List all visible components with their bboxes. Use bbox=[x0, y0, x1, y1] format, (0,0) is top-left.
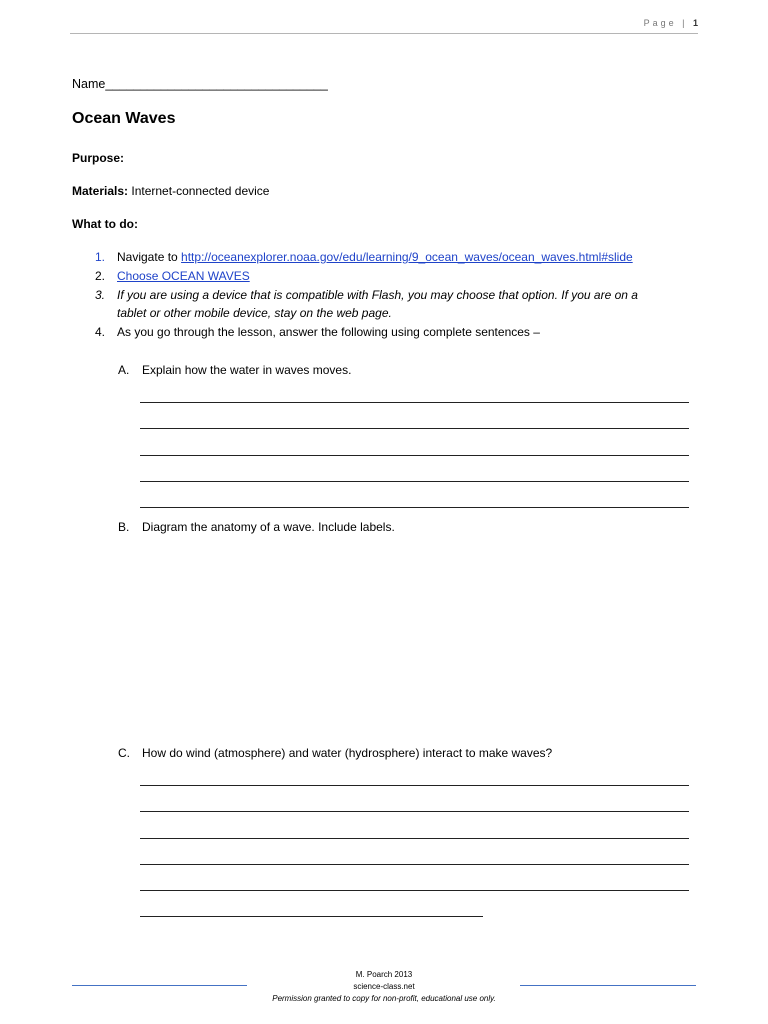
step-number: 2. bbox=[95, 269, 106, 283]
step-number: 3. bbox=[95, 288, 106, 302]
question-c: How do wind (atmosphere) and water (hydrosphere) interact to make waves? bbox=[142, 746, 553, 760]
page-title: Ocean Waves bbox=[72, 110, 176, 127]
answer-line[interactable] bbox=[140, 481, 689, 482]
page-header bbox=[644, 18, 698, 28]
what-to-do-label: What to do: bbox=[72, 217, 138, 231]
answer-line[interactable] bbox=[140, 402, 689, 403]
answer-line[interactable] bbox=[140, 838, 689, 839]
answer-line[interactable] bbox=[140, 890, 689, 891]
step-4: As you go through the lesson, answer the following using complete sentences – bbox=[117, 325, 540, 339]
step-number: 4. bbox=[95, 325, 106, 339]
materials-line bbox=[72, 184, 269, 198]
answer-line[interactable] bbox=[140, 864, 689, 865]
footer-site: science-class.net bbox=[353, 982, 415, 991]
purpose-label: Purpose: bbox=[72, 151, 125, 165]
footer-permission: Permission granted to copy for non-profit, educational use only. bbox=[272, 994, 496, 1003]
step-2 bbox=[117, 269, 250, 283]
page-number: 1 bbox=[692, 18, 698, 28]
name-field[interactable]: Name________________________________ bbox=[72, 77, 328, 91]
step-1-text: Navigate to bbox=[117, 250, 182, 264]
step-1 bbox=[117, 250, 633, 264]
question-letter: A. bbox=[118, 363, 130, 377]
question-a: Explain how the water in waves moves. bbox=[142, 363, 352, 377]
step-number: 1. bbox=[95, 250, 106, 264]
header-divider bbox=[70, 33, 698, 34]
question-letter: B. bbox=[118, 520, 130, 534]
noaa-link[interactable]: http://oceanexplorer.noaa.gov/edu/learning/9_ocean_waves/ocean_waves.html#slide bbox=[181, 250, 633, 264]
answer-line[interactable] bbox=[140, 428, 689, 429]
answer-line[interactable] bbox=[140, 916, 483, 917]
materials-label: Materials: bbox=[72, 184, 129, 198]
answer-line[interactable] bbox=[140, 811, 689, 812]
answer-line[interactable] bbox=[140, 455, 689, 456]
page-label: Page | bbox=[643, 18, 688, 28]
question-b: Diagram the anatomy of a wave. Include labels. bbox=[142, 520, 395, 534]
answer-line[interactable] bbox=[140, 507, 689, 508]
footer-author: M. Poarch 2013 bbox=[355, 970, 413, 979]
step-3-line-2: tablet or other mobile device, stay on the web page. bbox=[117, 306, 392, 320]
step-3-line-1: If you are using a device that is compatible with Flash, you may choose that option. If you are on a bbox=[117, 288, 638, 302]
materials-value: Internet-connected device bbox=[131, 184, 270, 198]
answer-line[interactable] bbox=[140, 785, 689, 786]
question-letter: C. bbox=[118, 746, 130, 760]
choose-ocean-waves-link[interactable]: Choose OCEAN WAVES bbox=[117, 269, 250, 283]
